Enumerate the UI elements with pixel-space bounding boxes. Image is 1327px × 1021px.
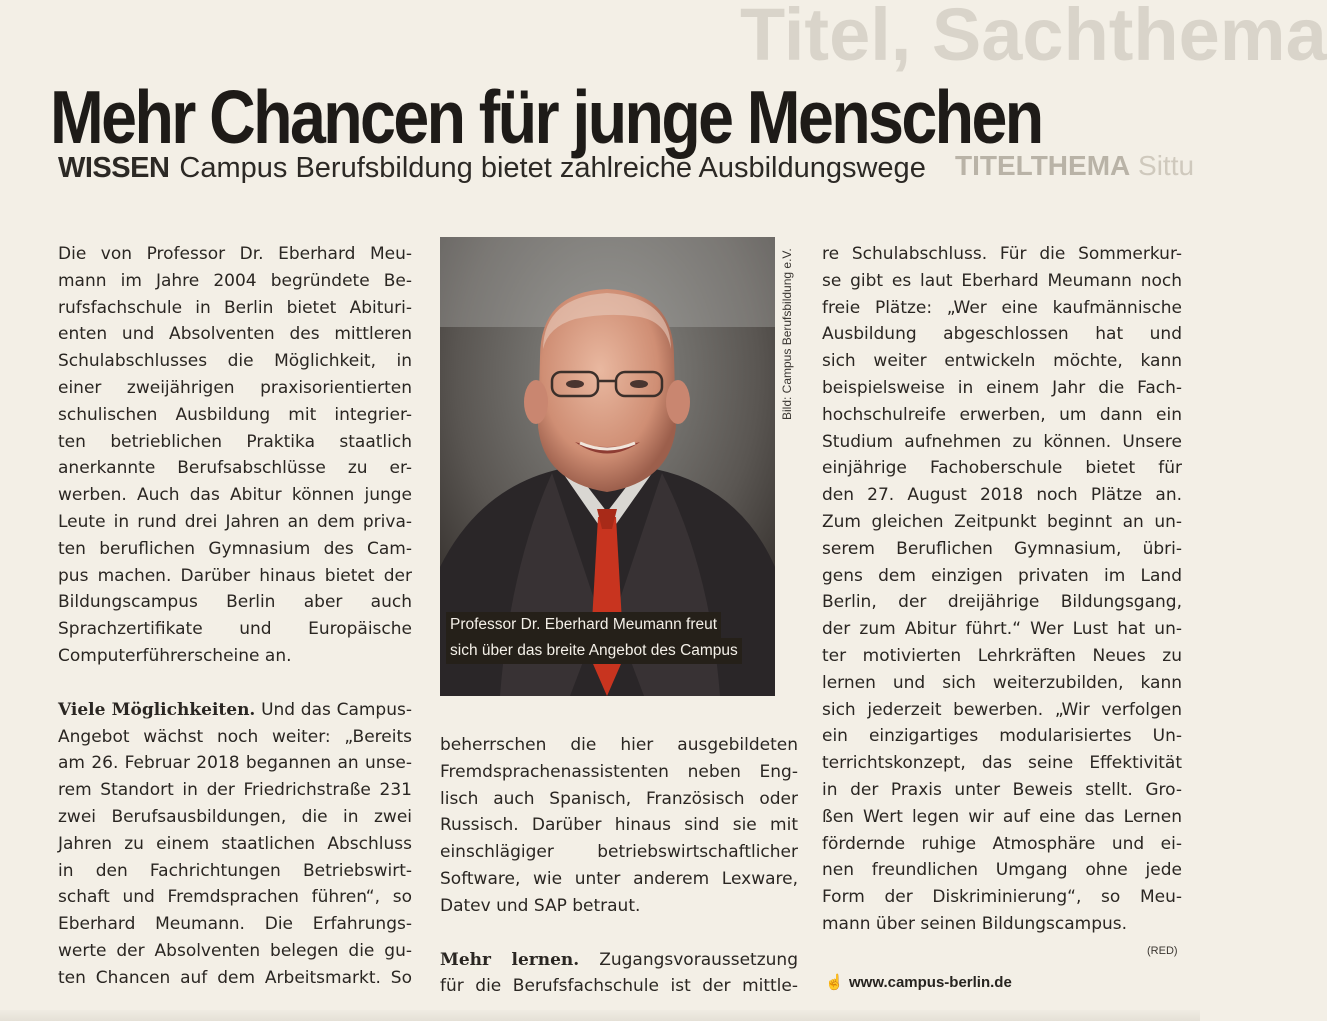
text-line: werben. Auch das Abitur können junge (58, 485, 412, 506)
text-line: Form der Diskriminierung“, so Meu- (822, 887, 1182, 908)
article-column-3 (822, 241, 1182, 938)
text-line: beherrschen die hier ausgebildeten (440, 735, 798, 755)
text-line: freie Plätze: „Wer eine kaufmännische (822, 297, 1182, 318)
text-line: sich weiter entwickeln möchte, kann (822, 351, 1182, 372)
text-line: nen freundlichen Umgang ohne jede (822, 860, 1182, 881)
text-line: werte der Absolventen belegen die gu- (58, 940, 412, 961)
text-line: re Schulabschluss. Für die Sommerkur- (822, 244, 1182, 264)
text-line: Zum gleichen Zeitpunkt beginnt an un- (822, 511, 1182, 532)
text-line: se gibt es laut Eberhard Meumann noch (822, 270, 1182, 291)
text-line: enten und Absolventen des mittleren (58, 324, 412, 345)
paragraph-gap (58, 670, 412, 697)
text-line: zwei Berufsausbildungen, die in zwei (58, 806, 412, 827)
text-line: gens dem einzigen privaten im Land (822, 565, 1182, 586)
text-line: mann im Jahre 2004 begründete Be- (58, 270, 412, 291)
subheadline-kicker: WISSEN (58, 152, 170, 184)
text-line: Die von Professor Dr. Eberhard Meu- (58, 244, 412, 264)
bleed-through-kicker: TITELTHEMA (955, 150, 1131, 181)
article-column-2 (440, 732, 798, 1000)
text-line: Eberhard Meumann. Die Erfahrungs- (58, 914, 412, 935)
text-line: schaft und Fremdsprachen führen“, so (58, 887, 412, 908)
text-line: Angebot wächst noch weiter: „Bereits (58, 726, 412, 747)
text-line: Bildungscampus Berlin aber auch (58, 592, 412, 613)
text-line: Studium aufnehmen zu können. Unsere (822, 431, 1182, 452)
page-edge (0, 1010, 1200, 1021)
text-line: am 26. Februar 2018 begannen an unse- (58, 753, 412, 774)
subheadline (58, 150, 926, 186)
text-line: Russisch. Darüber hinaus sind sie mit (440, 815, 798, 836)
text-line: anerkannte Berufsabschlüsse zu er- (58, 458, 412, 479)
text-line: ßen Wert legen wir auf eine das Lernen (822, 806, 1182, 827)
text-line: in der Praxis unter Beweis stellt. Gro- (822, 779, 1182, 800)
author-tag: (RED) (1147, 945, 1178, 957)
article-column-1 (58, 241, 412, 992)
text-line: hochschulreife erwerben, um dann ein (822, 404, 1182, 425)
subheadline-text: Campus Berufsbildung bietet zahlreiche Ausbildungswege (179, 152, 926, 184)
section-lead-in: Viele Möglichkeiten. (58, 699, 256, 720)
text-line: ein einzigartiges modularisiertes Un- (822, 726, 1182, 747)
text-line: schulischen Ausbildung mit integrier- (58, 404, 412, 425)
hand-pointer-icon: ☝ (825, 974, 844, 991)
text-line: serem Beruflichen Gymnasium, übri- (822, 538, 1182, 559)
text-line: Fremdsprachenassistenten neben Eng- (440, 761, 798, 782)
section-start-line (440, 947, 798, 974)
text-line: Software, wie unter anderem Lexware, (440, 868, 798, 889)
text-line: den 27. August 2018 noch Plätze an. (822, 485, 1182, 506)
text-line: Jahren zu einem staatlichen Abschluss (58, 833, 412, 854)
website-link[interactable] (825, 973, 1012, 991)
text-line: lernen und sich weiterzubilden, kann (822, 672, 1182, 693)
section-lead-in: Mehr lernen. (440, 949, 580, 970)
text-line: terrichtskonzept, das seine Effektivität (822, 753, 1182, 774)
text-fragment: Und das Campus- (255, 699, 412, 720)
text-line: ten betrieblichen Praktika staatlich (58, 431, 412, 452)
text-line: ten Chancen auf dem Arbeitsmarkt. So (58, 967, 412, 988)
text-line: Datev und SAP betraut. (440, 895, 641, 916)
text-line: für die Berufsfachschule ist der mittle- (440, 976, 798, 997)
text-line: einer zweijährigen praxisorientierten (58, 377, 412, 398)
text-line: einschlägiger betriebswirtschaftlicher (440, 842, 798, 863)
text-line: Sprachzertifikate und Europäische (58, 619, 412, 640)
text-line: Ausbildung abgeschlossen hat und (822, 324, 1182, 345)
text-line: ten beruflichen Gymnasium des Cam- (58, 538, 412, 559)
website-link-text[interactable]: www.campus-berlin.de (849, 974, 1012, 991)
text-line: Schulabschlusses die Möglichkeit, in (58, 351, 412, 372)
text-line: Berlin, der dreijährige Bildungsgang, (822, 592, 1182, 613)
text-fragment: Zugangsvoraussetzung (579, 949, 798, 970)
bleed-through-side-text: Sittu (1138, 150, 1195, 181)
text-line: rem Standort in der Friedrichstraße 231 (58, 780, 412, 801)
text-line: lisch auch Spanisch, Französisch oder (440, 788, 798, 809)
text-line: ter motivierten Lehrkräften Neues zu (822, 645, 1182, 666)
bleed-through-text: Titel, Sachthema (740, 0, 1327, 76)
photo-credit (780, 250, 794, 420)
text-line: Computerführerscheine an. (58, 645, 292, 666)
headline: Mehr Chancen für junge Menschen (50, 75, 1042, 160)
text-line: fördernde ruhige Atmosphäre und ei- (822, 833, 1182, 854)
text-line: mann über seinen Bildungscampus. (822, 913, 1128, 934)
text-line: pus machen. Darüber hinaus bietet der (58, 565, 412, 586)
text-line: rufsfachschule in Berlin bietet Abituri- (58, 297, 412, 318)
text-line: sich jederzeit bewerben. „Wir verfolgen (822, 699, 1182, 720)
caption-line: Professor Dr. Eberhard Meumann freut (446, 612, 721, 638)
paragraph-gap (440, 920, 798, 947)
text-line: einjährige Fachoberschule bietet für (822, 458, 1182, 479)
photo-credit-text: Bild: Campus Berufsbildung e.V. (780, 248, 794, 420)
text-line: Leute in rund drei Jahren an dem priva- (58, 511, 412, 532)
photo-caption (446, 612, 771, 664)
text-line: der zum Abitur führt.“ Wer Lust hat un- (822, 619, 1182, 640)
text-line: in den Fachrichtungen Betriebswirt- (58, 860, 412, 881)
text-line: beispielsweise in einem Jahr die Fach- (822, 377, 1182, 398)
section-start-line (58, 697, 412, 724)
caption-line: sich über das breite Angebot des Campus (446, 638, 742, 664)
